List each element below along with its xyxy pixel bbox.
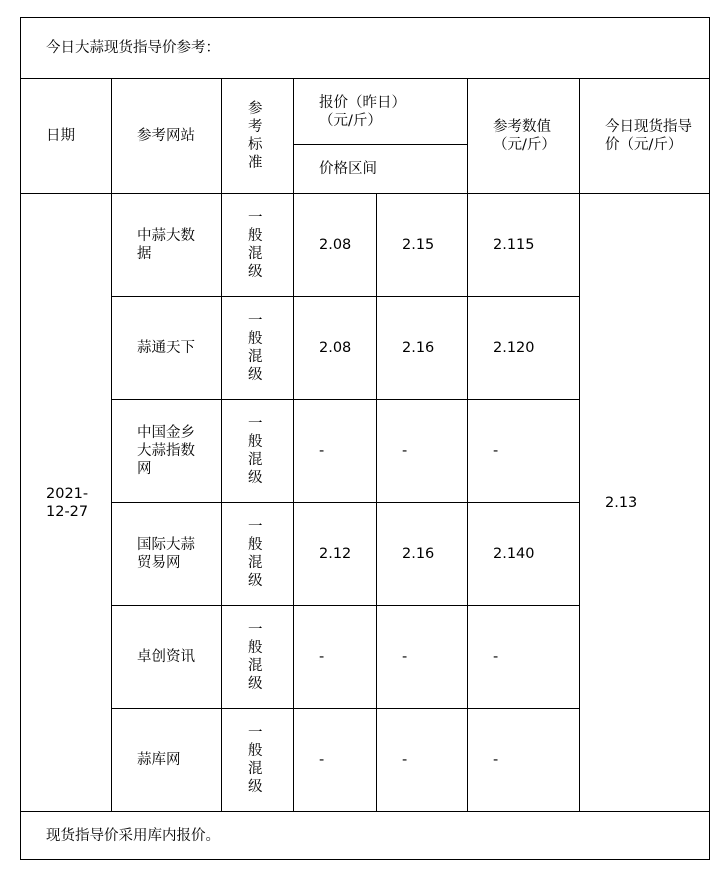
price-high-cell: 2.15	[377, 194, 468, 297]
price-high-cell: 2.16	[377, 297, 468, 400]
site-name: 蒜库网	[137, 752, 181, 768]
guide-price-cell: 2.13	[580, 194, 710, 812]
header-ref-value-text: 参考数值（元/斤）	[493, 119, 556, 153]
header-site: 参考网站	[112, 79, 222, 194]
site-name: 卓创资讯	[137, 649, 195, 665]
price-high-cell: -	[377, 709, 468, 812]
standard-value: 一般混级	[248, 622, 263, 692]
standard-cell	[222, 709, 294, 812]
header-row	[21, 79, 710, 145]
standard-cell	[222, 503, 294, 606]
table-footer: 现货指导价采用库内报价。	[21, 812, 710, 860]
price-low-cell: 2.08	[294, 297, 377, 400]
price-low-cell: -	[294, 709, 377, 812]
header-standard	[222, 79, 294, 194]
site-name: 蒜通天下	[137, 340, 195, 356]
date-value: 2021-12-27	[46, 485, 89, 520]
header-price	[294, 79, 468, 145]
date-cell	[21, 194, 112, 812]
standard-value: 一般混级	[248, 210, 263, 280]
site-cell	[112, 194, 222, 297]
standard-cell	[222, 400, 294, 503]
price-low-cell: -	[294, 400, 377, 503]
price-high-cell: -	[377, 606, 468, 709]
ref-value-cell: 2.140	[468, 503, 580, 606]
site-name: 国际大蒜贸易网	[137, 537, 195, 571]
table-row	[21, 194, 710, 297]
standard-cell	[222, 297, 294, 400]
header-ref-value	[468, 79, 580, 194]
price-high-cell: -	[377, 400, 468, 503]
ref-value-cell: -	[468, 400, 580, 503]
site-name: 中蒜大数据	[137, 228, 195, 262]
table-rows	[21, 194, 710, 812]
title-row	[21, 18, 710, 79]
price-high-cell: 2.16	[377, 503, 468, 606]
standard-value: 一般混级	[248, 725, 263, 795]
ref-value-cell: 2.120	[468, 297, 580, 400]
footer-row	[21, 812, 710, 860]
header-price-range: 价格区间	[294, 145, 468, 194]
price-low-cell: 2.12	[294, 503, 377, 606]
standard-value: 一般混级	[248, 519, 263, 589]
garlic-price-table	[20, 17, 710, 860]
header-standard-text: 参考标准	[248, 101, 263, 171]
price-low-cell: 2.08	[294, 194, 377, 297]
ref-value-cell: 2.115	[468, 194, 580, 297]
site-cell	[112, 709, 222, 812]
ref-value-cell: -	[468, 709, 580, 812]
site-cell	[112, 503, 222, 606]
standard-cell	[222, 606, 294, 709]
ref-value-cell: -	[468, 606, 580, 709]
site-cell	[112, 606, 222, 709]
site-cell	[112, 400, 222, 503]
header-guide-price-text: 今日现货指导价（元/斤）	[605, 119, 692, 153]
header-guide-price	[580, 79, 710, 194]
site-cell	[112, 297, 222, 400]
header-date: 日期	[21, 79, 112, 194]
standard-cell	[222, 194, 294, 297]
standard-value: 一般混级	[248, 313, 263, 383]
header-price-text: 报价（昨日）（元/斤）	[319, 94, 406, 129]
price-low-cell: -	[294, 606, 377, 709]
standard-value: 一般混级	[248, 416, 263, 486]
table-title: 今日大蒜现货指导价参考：	[21, 18, 710, 79]
site-name: 中国金乡大蒜指数网	[137, 425, 195, 477]
